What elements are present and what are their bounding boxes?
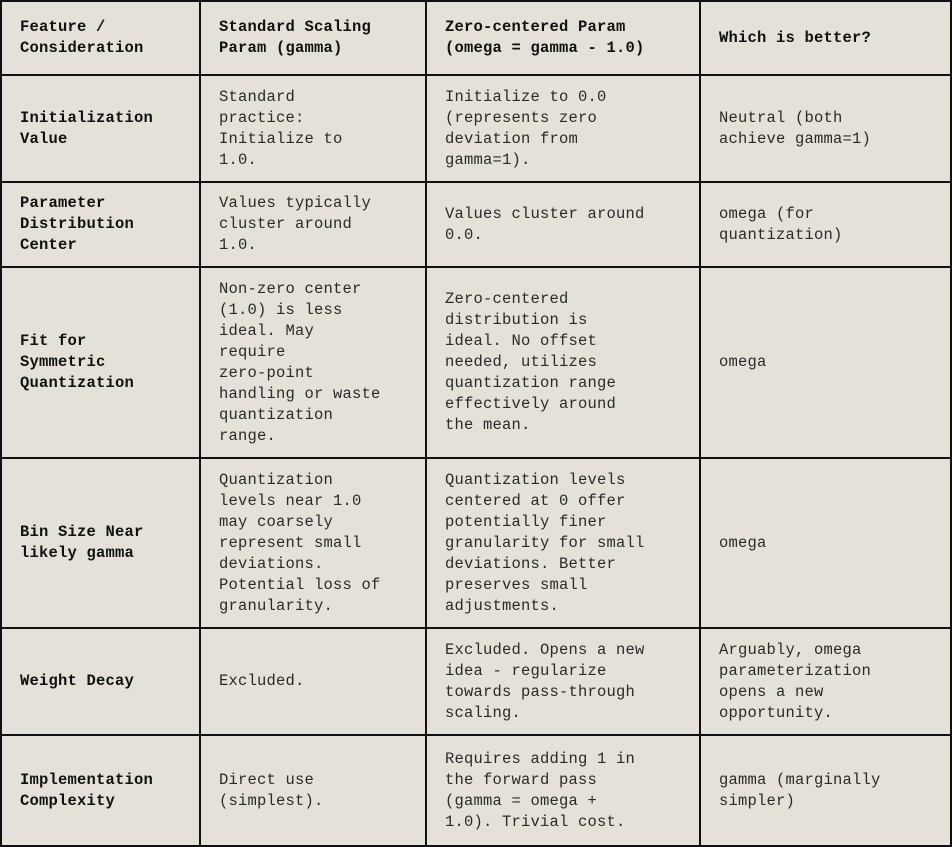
row-better: Neutral (both achieve gamma=1) xyxy=(700,75,951,182)
table-row xyxy=(1,267,951,458)
table-row xyxy=(1,458,951,628)
row-standard: Standard practice: Initialize to 1.0. xyxy=(200,75,426,182)
row-zero-centered: Values cluster around 0.0. xyxy=(426,182,700,267)
header-feature: Feature / Consideration xyxy=(1,1,200,75)
row-better: Arguably, omega parameterization opens a new opportunity. xyxy=(700,628,951,735)
row-standard: Values typically cluster around 1.0. xyxy=(200,182,426,267)
table-row xyxy=(1,182,951,267)
row-zero-centered: Zero-centered distribution is ideal. No offset needed, utilizes quantization range effectively around the mean. xyxy=(426,267,700,458)
row-zero-centered: Quantization levels centered at 0 offer potentially finer granularity for small deviations. Better preserves small adjustments. xyxy=(426,458,700,628)
row-better: omega xyxy=(700,458,951,628)
row-zero-centered: Excluded. Opens a new idea - regularize towards pass-through scaling. xyxy=(426,628,700,735)
row-standard: Direct use (simplest). xyxy=(200,735,426,846)
row-feature: Fit for Symmetric Quantization xyxy=(1,267,200,458)
header-row xyxy=(1,1,951,75)
table-row xyxy=(1,628,951,735)
row-standard: Excluded. xyxy=(200,628,426,735)
row-better: gamma (marginally simpler) xyxy=(700,735,951,846)
row-zero-centered: Requires adding 1 in the forward pass (gamma = omega + 1.0). Trivial cost. xyxy=(426,735,700,846)
row-feature: Initialization Value xyxy=(1,75,200,182)
row-feature: Weight Decay xyxy=(1,628,200,735)
table-row xyxy=(1,735,951,846)
table-row xyxy=(1,75,951,182)
row-better: omega xyxy=(700,267,951,458)
row-standard: Quantization levels near 1.0 may coarsely represent small deviations. Potential loss of granularity. xyxy=(200,458,426,628)
header-which-better: Which is better? xyxy=(700,1,951,75)
row-feature: Implementation Complexity xyxy=(1,735,200,846)
row-feature: Parameter Distribution Center xyxy=(1,182,200,267)
row-better: omega (for quantization) xyxy=(700,182,951,267)
header-zero-centered-param: Zero-centered Param (omega = gamma - 1.0) xyxy=(426,1,700,75)
row-zero-centered: Initialize to 0.0 (represents zero deviation from gamma=1). xyxy=(426,75,700,182)
header-standard-param: Standard Scaling Param (gamma) xyxy=(200,1,426,75)
row-standard: Non-zero center (1.0) is less ideal. May require zero-point handling or waste quantization range. xyxy=(200,267,426,458)
row-feature: Bin Size Near likely gamma xyxy=(1,458,200,628)
